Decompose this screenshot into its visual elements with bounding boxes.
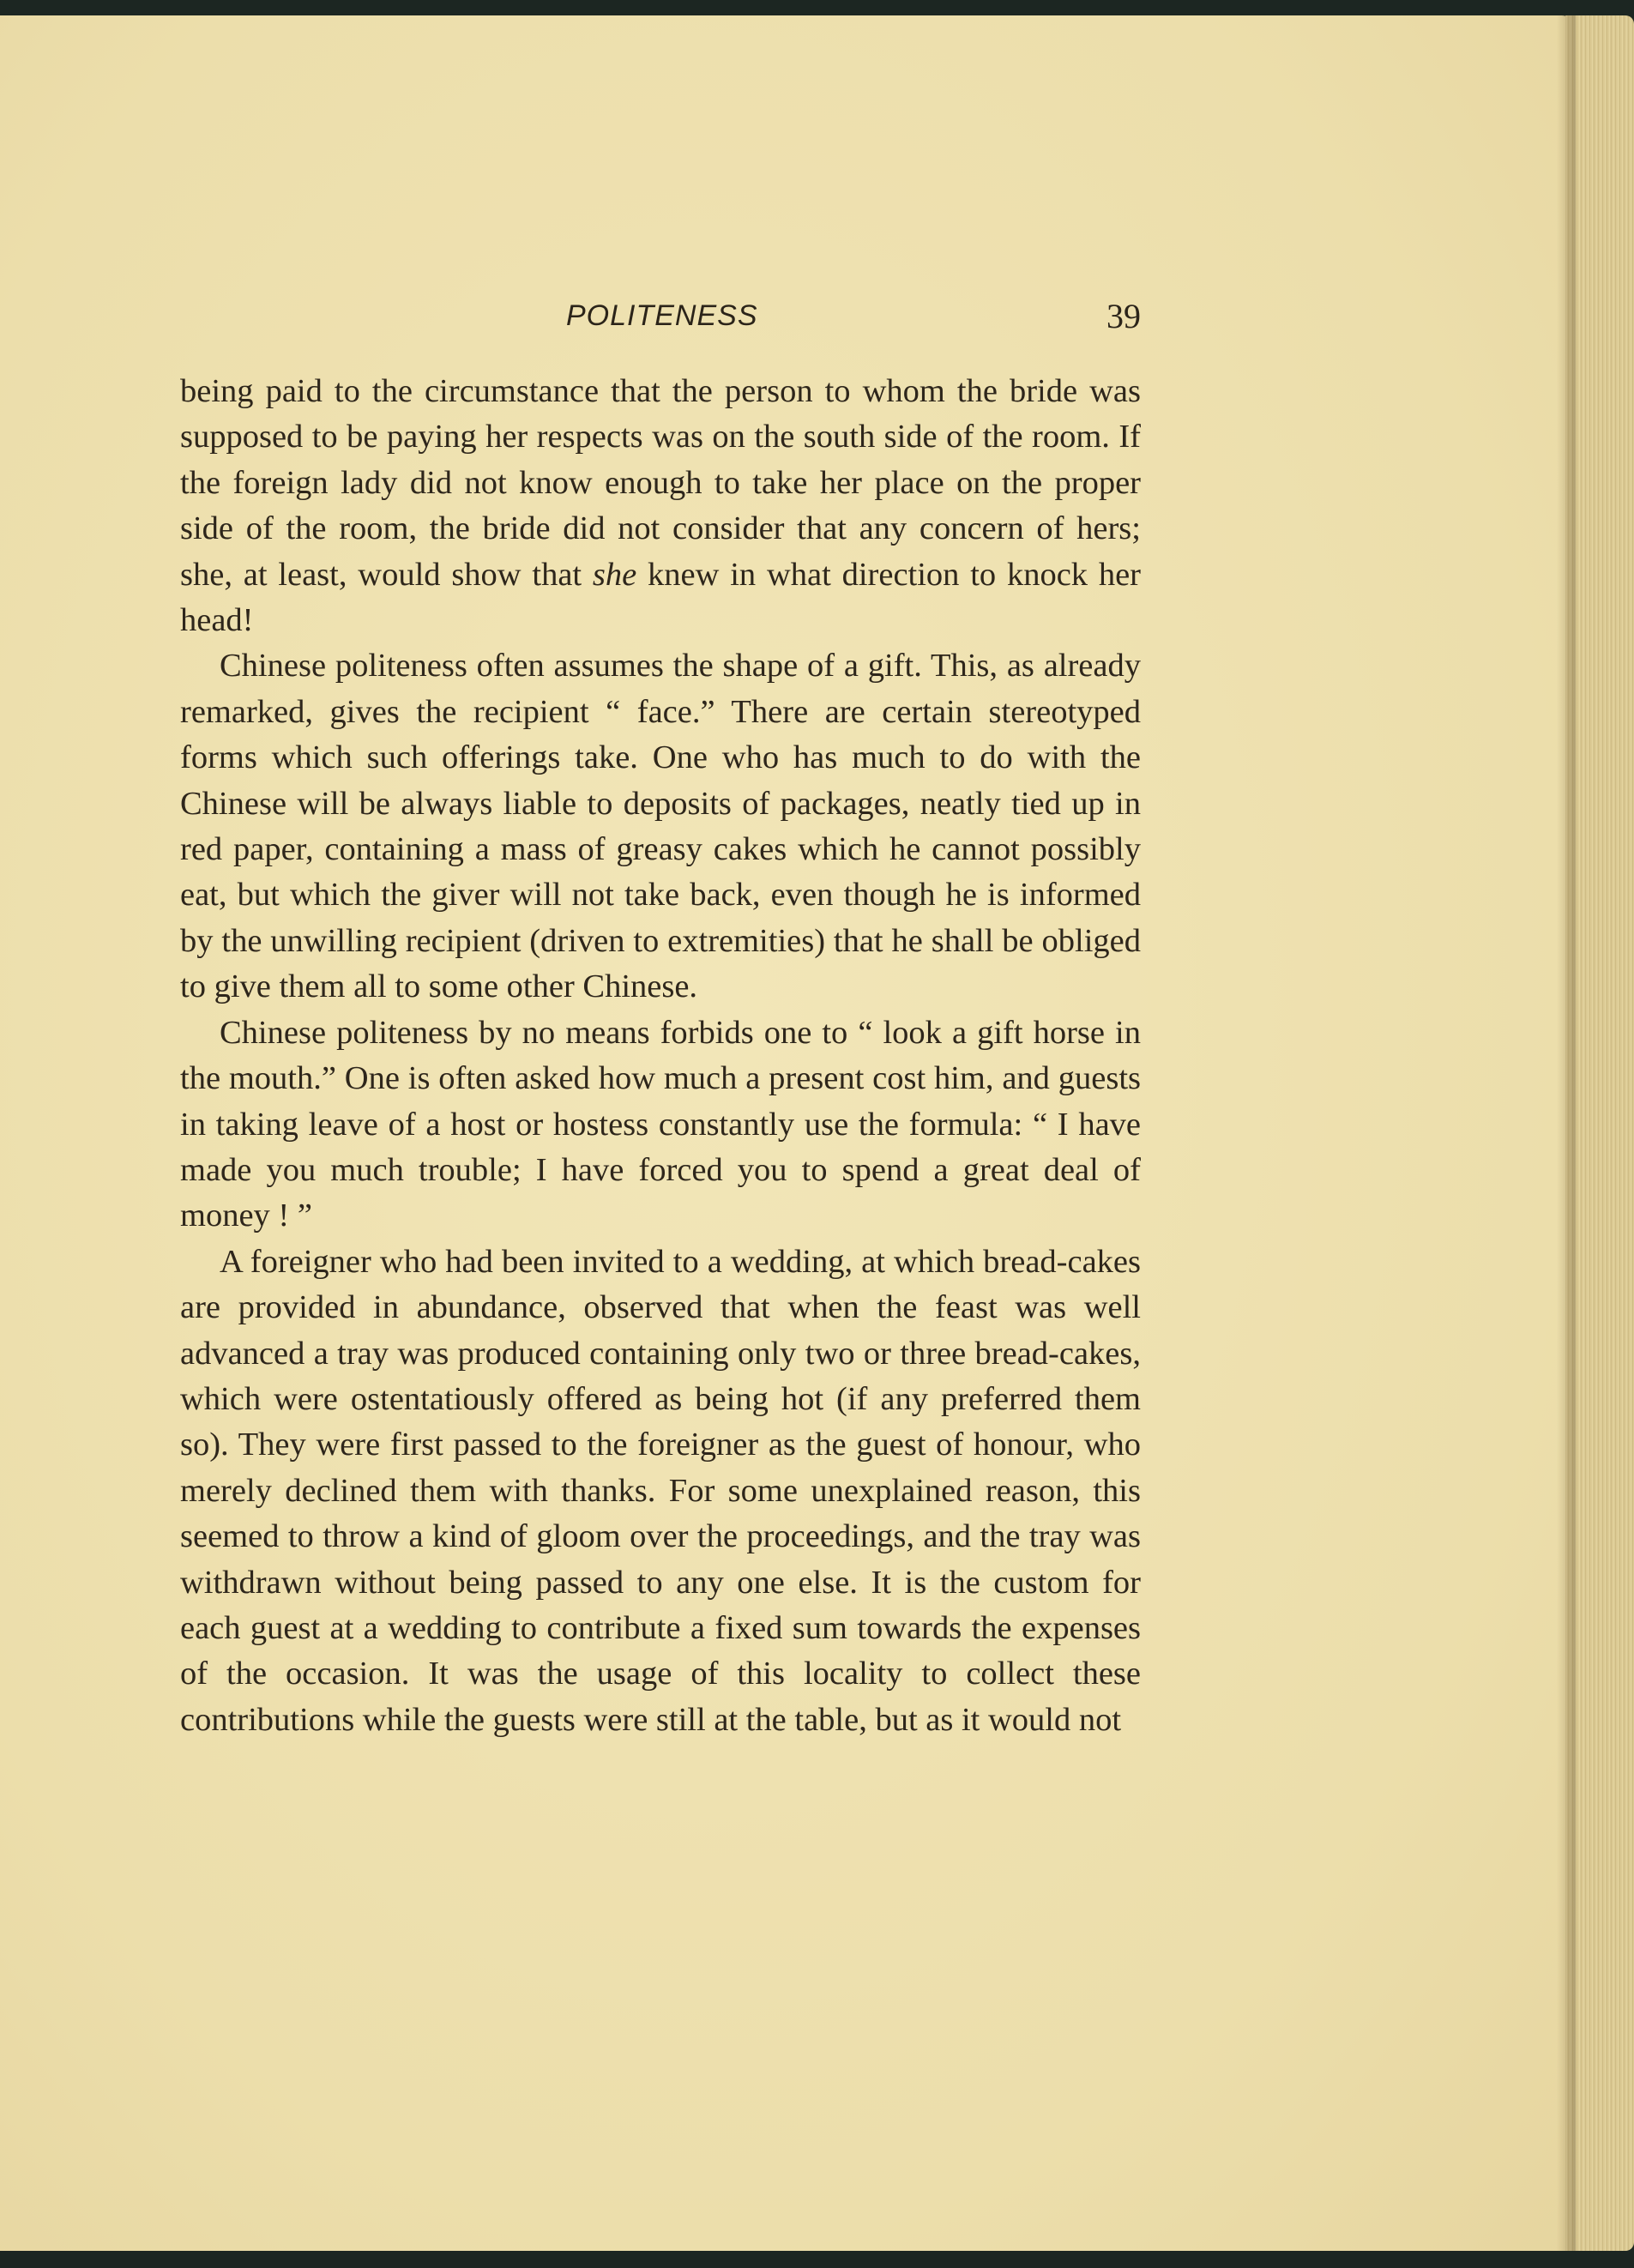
paragraph-1-text-before: being paid to the circumstance that the person to whom the bride was supposed to be paying her respects was on the south side of the room. If the foreign lady did not know enough to take her place on the proper side of the room, the bride did not consider that any concern of hers; she, at least, would show that xyxy=(180,373,1141,593)
paragraph-1-text-after: knew in what direction to knock her head! xyxy=(180,556,1141,639)
paragraph-3: Chinese politeness by no means forbids one to “ look a gift horse in the mouth.” One is often asked how much a present cost him, and guests in taking leave of a host or hostess constantly use the formula: “ I have made you much trouble; I have forced you to spend a great deal of money ! ” xyxy=(180,1014,1141,1234)
page-shadow xyxy=(1557,15,1576,2251)
paragraph-1 xyxy=(180,369,1141,643)
paragraph-2: Chinese politeness often assumes the shape of a gift. This, as already remarked, gives the recipient “ face.” There are certain stereotyped forms which such offerings take. One who has much to do with the Chinese will be always liable to deposits of packages, neatly tied up in red paper, containing a mass of greasy cakes which he cannot possibly eat, but which the giver will not take back, even though he is informed by the unwilling recipient (driven to extremities) that he shall be obliged to give them all to some other Chinese. xyxy=(180,648,1141,1005)
body-text xyxy=(180,369,1141,1743)
paragraph-4: A foreigner who had been invited to a wedding, at which bread-cakes are provided in abundance, observed that when the feast was well advanced a tray was produced containing only two or three bread-cakes, which were ostentatiously offered as being hot (if any preferred them so). They were first passed to the foreigner as the guest of honour, who merely declined them with thanks. For some unexplained reason, this seemed to throw a kind of gloom over the proceedings, and the tray was withdrawn without being passed to any one else. It is the custom for each guest at a wedding to contribute a fixed sum towards the expenses of the occasion. It was the usage of this locality to collect these contributions while the guests were still at the table, but as it would not xyxy=(180,1243,1141,1738)
page-number: 39 xyxy=(1106,297,1141,335)
page-header xyxy=(180,296,1141,347)
running-head: POLITENESS xyxy=(566,299,758,332)
page-edges xyxy=(1565,15,1634,2251)
paragraph-1-emphasis: she xyxy=(592,556,637,593)
